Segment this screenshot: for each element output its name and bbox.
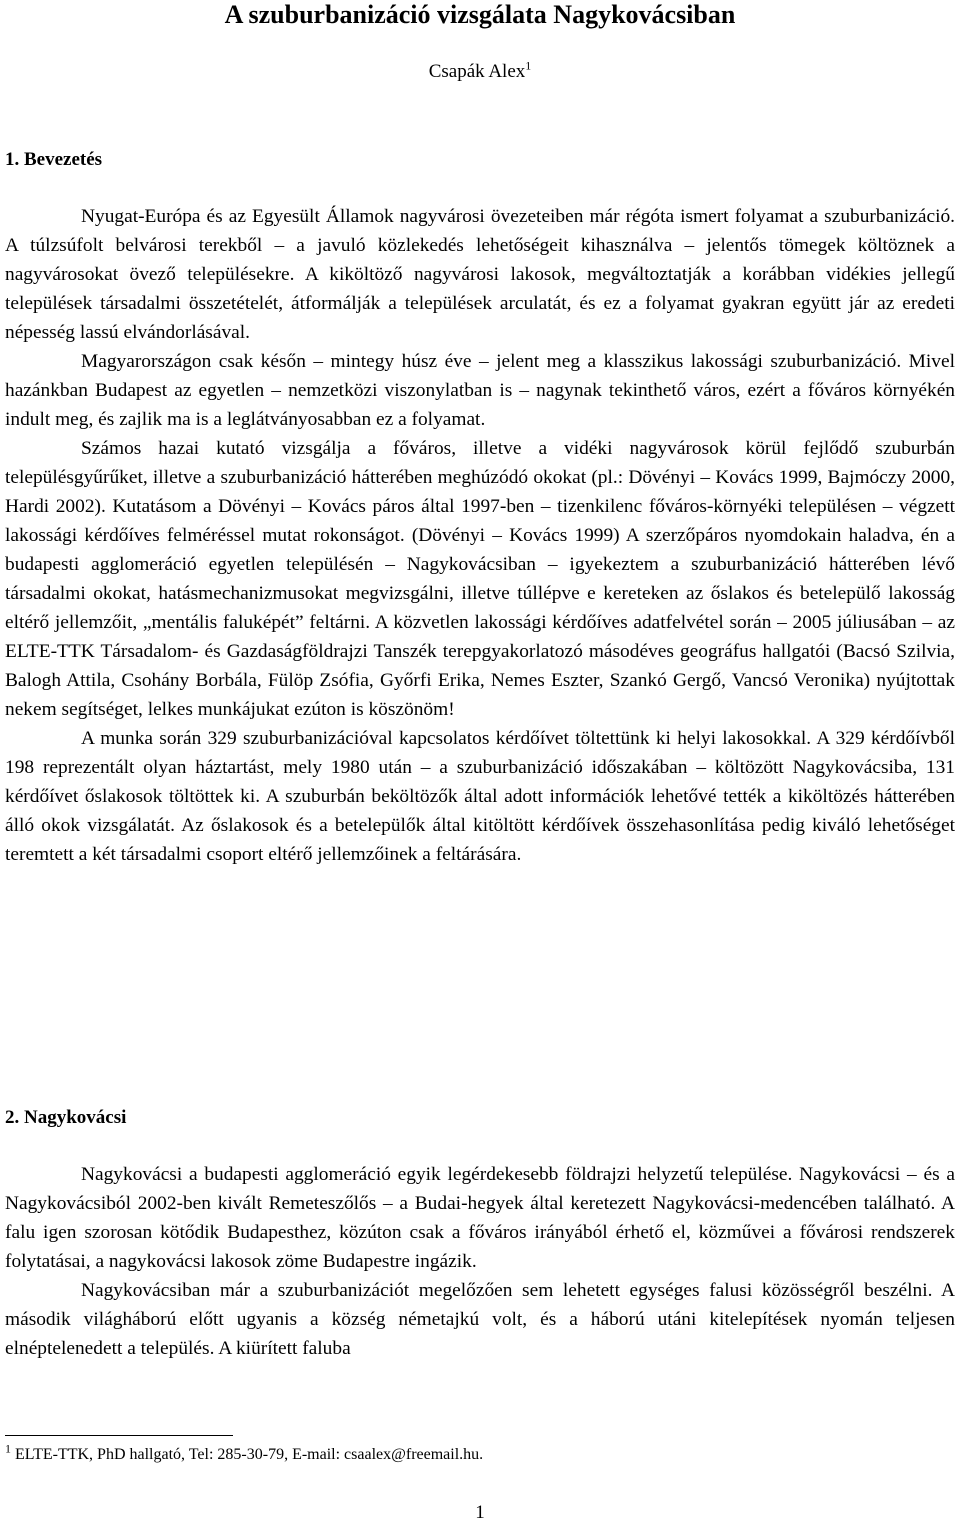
footnote-mark: 1 — [5, 1441, 11, 1456]
paragraph: Nyugat-Európa és az Egyesült Államok nagyvárosi övezeteiben már régóta ismert folyamat a szuburbanizáció. A túlzsúfolt belvárosi terekből – a javuló közlekedés lehetőségeit kihasználva – jelentős tömegek költöznek a nagyvárosokat övező településekre. A kiköltöző nagyvárosi lakosok, megváltoztatják a korábban vidékies jellegű települések társadalmi összetételét, átformálják a települések arculatát, és ez a folyamat gyakran együtt jár az eredeti népesség lassú elvándorlásával. — [5, 206, 955, 343]
footnote-divider — [5, 1435, 233, 1436]
footnote-text: ELTE-TTK, PhD hallgató, Tel: 285-30-79, E-mail: csaalex@freemail.hu. — [15, 1446, 484, 1463]
paragraph: Nagykovácsiban már a szuburbanizációt megelőzően sem lehetett egységes falusi közösségről beszélni. A második világháború előtt ugyanis a község németajkú volt, és a háború utáni kitelepítések nyomán teljesen elnéptelenedett a település. A kiürített faluba — [5, 1280, 955, 1359]
paragraph: Nagykovácsi a budapesti agglomeráció egyik legérdekesebb földrajzi helyzetű települése. Nagykovácsi – és a Nagykovácsiból 2002-ben kivált Remeteszőlős – a Budai-hegyek által keretezett Nagykovácsi-medencében található. A falu igen szorosan kötődik Budapesthez, közúton csak a főváros irányából érhető el, közművei a fővárosi rendszerek folytatásai, a nagykovácsi lakosok zöme Budapestre ingázik. — [5, 1164, 955, 1272]
paragraph: Számos hazai kutató vizsgálja a főváros, illetve a vidéki nagyvárosok körül fejlődő szuburbán településgyűrűket, illetve a szuburbanizáció hátterében meghúzódó okokat (pl.: Dövényi – Kovács 1999, Bajmóczy 2000, Hardi 2002). Kutatásom a Dövényi – Kovács páros által 1997-ben – tizenkilenc főváros-környéki településen – végzett lakossági kérdőíves felméréssel mutat rokonságot. (Dövényi – Kovács 1999) A szerzőpáros nyomdokain haladva, én a budapesti agglomeráció egyetlen településén – Nagykovácsiban – igyekeztem a szuburbanizáció hátterében lévő társadalmi okokat, hatásmechanizmusokat megvizsgálni, illetve túllépve e kereteken az őslakos és betelepülő lakosság eltérő jellemzőit, „mentális faluképét” feltárni. A közvetlen lakossági kérdőíves adatfelvétel során – 2005 júliusában – az ELTE-TTK Társadalom- és Gazdaságföldrajzi Tanszék terepgyakorlatozó másodéves geográfus hallgatói (Bacsó Szilvia, Balogh Attila, Csohány Borbála, Fülöp Zsófia, Győrfi Erika, Nemes Eszter, Szankó Gergő, Vancsó Veronika) nyújtottak nekem segítséget, lelkes munkájukat ezúton is köszönöm! — [5, 438, 955, 720]
author-line — [0, 58, 960, 86]
section-heading-nagykovacsi: 2. Nagykovácsi — [5, 1107, 127, 1128]
document-title: A szuburbanizáció vizsgálata Nagykovácsiban — [224, 0, 736, 29]
section-heading-bevezetes: 1. Bevezetés — [5, 149, 103, 170]
section-body-nagykovacsi — [5, 1160, 955, 1363]
author-name: Csapák Alex — [428, 61, 526, 82]
author-footnote-mark[interactable]: 1 — [525, 58, 532, 73]
paragraph: Magyarországon csak későn – mintegy húsz éve – jelent meg a klasszikus lakossági szuburbanizáció. Mivel hazánkban Budapest az egyetlen – nemzetközi viszonylatban is – nagynak tekinthető város, ezért a főváros környékén indult meg, és zajlik ma is a leglátványosabban ez a folyamat. — [5, 351, 955, 430]
section-body-bevezetes — [5, 202, 955, 869]
footnote — [5, 1441, 484, 1466]
paragraph: A munka során 329 szuburbanizációval kapcsolatos kérdőívet töltettünk ki helyi lakosokkal. A 329 kérdőívből 198 reprezentált olyan háztartást, mely 1980 után – a szuburbanizáció időszakában – költözött Nagykovácsiba, 131 kérdőívet őslakosok töltöttek ki. A szuburbán beköltözők által adott információk lehetővé tették a kiköltözés hátterében álló okok vizsgálatát. Az őslakosok és a betelepülők által kitöltött kérdőívek összehasonlítása pedig kiváló lehetőséget teremtett a két társadalmi csoport eltérő jellemzőinek a feltárására. — [5, 728, 955, 865]
page-number: 1 — [475, 1502, 485, 1523]
